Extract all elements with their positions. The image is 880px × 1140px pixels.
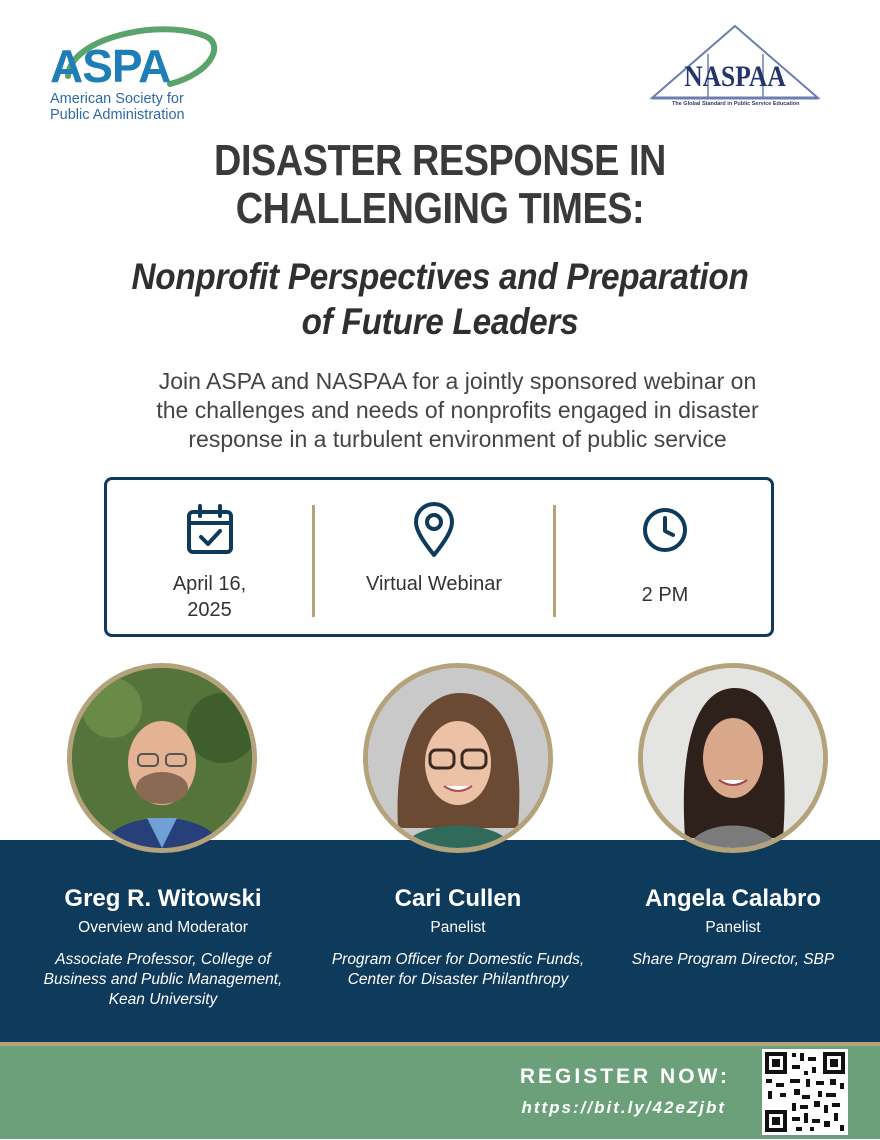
speaker-photo-angela bbox=[638, 663, 828, 853]
speaker-role: Panelist bbox=[705, 919, 761, 936]
naspaa-wordmark: NASPAA bbox=[684, 60, 786, 94]
qr-code-image bbox=[762, 1049, 848, 1135]
speaker-affiliation bbox=[18, 950, 308, 1010]
event-title bbox=[62, 137, 819, 233]
aspa-name-line1: American Society for bbox=[50, 91, 184, 107]
affiliation-line: Kean University bbox=[108, 991, 218, 1008]
location-label: Virtual Webinar bbox=[366, 573, 502, 595]
intro-line1: Join ASPA and NASPAA for a jointly sponsored webinar on bbox=[158, 368, 757, 394]
qr-code[interactable] bbox=[762, 1049, 848, 1135]
date-line2: 2025 bbox=[187, 599, 232, 621]
location-pin-icon bbox=[412, 502, 456, 558]
speaker-photo-greg bbox=[67, 663, 257, 853]
speaker-photo-cari bbox=[363, 663, 553, 853]
calendar-icon bbox=[186, 504, 234, 556]
intro-line2: the challenges and needs of nonprofits engaged in disaster bbox=[156, 397, 759, 423]
event-date bbox=[107, 480, 312, 634]
naspaa-logo bbox=[648, 24, 823, 114]
naspaa-tagline: The Global Standard in Public Service Education bbox=[672, 101, 800, 107]
speaker-name: Greg R. Witowski bbox=[64, 885, 262, 912]
intro-text bbox=[100, 367, 815, 454]
date-line1: April 16, bbox=[172, 573, 247, 595]
speaker-affiliation bbox=[588, 950, 878, 970]
event-time bbox=[556, 480, 774, 634]
speaker-name: Cari Cullen bbox=[394, 885, 522, 912]
aspa-swoosh bbox=[40, 18, 240, 93]
speaker-affiliation bbox=[313, 950, 603, 990]
speaker-card-greg bbox=[18, 884, 308, 1010]
affiliation-line: Share Program Director, SBP bbox=[631, 951, 835, 968]
speaker-role: Overview and Moderator bbox=[78, 919, 248, 936]
intro-line3: response in a turbulent environment of public service bbox=[188, 426, 727, 452]
title-line2: CHALLENGING TIMES: bbox=[235, 184, 645, 233]
aspa-full-name bbox=[50, 91, 185, 123]
time-label: 2 PM bbox=[641, 584, 689, 606]
aspa-logo bbox=[40, 18, 240, 128]
title-line1: DISASTER RESPONSE IN bbox=[214, 136, 666, 185]
speaker-name: Angela Calabro bbox=[644, 885, 822, 912]
aspa-name-line2: Public Administration bbox=[50, 107, 185, 123]
speaker-card-angela bbox=[588, 884, 878, 970]
affiliation-line: Associate Professor, College of bbox=[55, 951, 271, 968]
event-subtitle bbox=[44, 254, 836, 344]
subtitle-line2: of Future Leaders bbox=[301, 301, 579, 342]
naspaa-mark bbox=[648, 24, 823, 102]
event-details-box bbox=[104, 477, 774, 637]
speaker-role: Panelist bbox=[430, 919, 486, 936]
affiliation-line: Business and Public Management, bbox=[43, 971, 283, 988]
clock-icon bbox=[640, 505, 690, 555]
subtitle-line1: Nonprofit Perspectives and Preparation bbox=[131, 256, 749, 297]
register-label: REGISTER NOW: bbox=[519, 1065, 730, 1088]
aspa-wordmark: ASPA bbox=[50, 40, 171, 92]
event-location bbox=[315, 480, 553, 634]
register-link[interactable]: https://bit.ly/42eZjbt bbox=[521, 1098, 726, 1117]
affiliation-line: Center for Disaster Philanthropy bbox=[347, 971, 569, 988]
affiliation-line: Program Officer for Domestic Funds, bbox=[331, 951, 585, 968]
speaker-card-cari bbox=[313, 884, 603, 990]
footer-band bbox=[0, 1046, 880, 1139]
